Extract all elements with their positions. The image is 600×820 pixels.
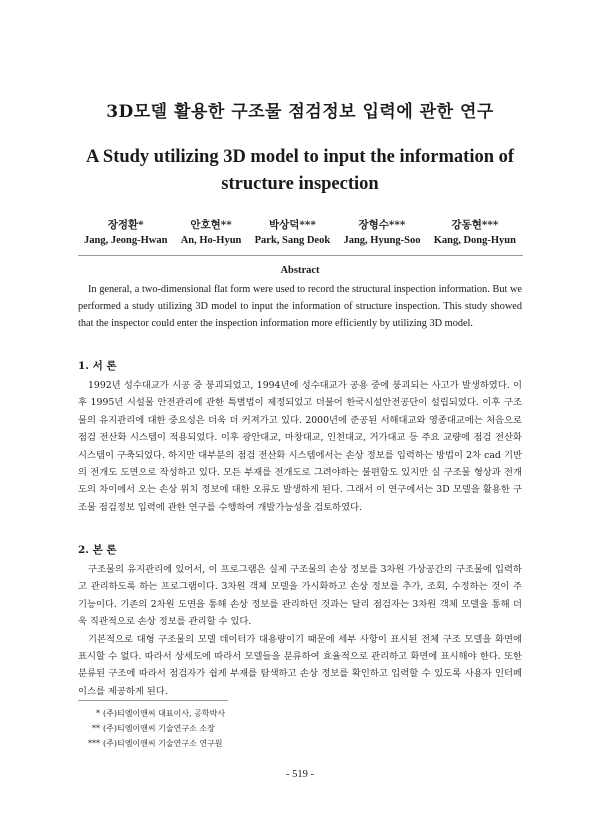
footnote xyxy=(78,721,378,736)
footnote-text: (주)티엠이앤씨 기술연구소 연구원 xyxy=(103,739,223,748)
paragraph: 기본적으로 대형 구조물의 모델 데이터가 대용량이기 때문에 세부 사항이 표시된 전체 구조 모델을 화면에 표시할 수 없다. 따라서 상세도에 따라서 모델들을 분류하여 효율적으로 관리하고 화면에 표시해야 한다. 또한 분류된 구조에 따라서 점검자가 쉽게 부재를 탐색하고 손상 정보를 확인하고 입력할 수 있도록 사용자 인터페이스를 제공하게 된다. xyxy=(78,633,522,697)
section-heading-main: 2. 본 론 xyxy=(78,544,117,556)
author-2 xyxy=(181,217,242,246)
author-3 xyxy=(255,217,331,246)
author-name-en: Jang, Jeong-Hwan xyxy=(84,235,168,246)
author-name-en: Kang, Dong-Hyun xyxy=(433,235,516,246)
footnote xyxy=(78,706,378,721)
footnote-divider xyxy=(78,700,228,701)
footnote-mark: *** xyxy=(88,739,100,748)
footnote xyxy=(78,736,378,751)
author-name-ko: 강동현*** xyxy=(451,219,499,231)
header-divider xyxy=(78,255,523,256)
title-korean: 3D모델 활용한 구조물 점검정보 입력에 관한 연구 xyxy=(106,102,494,122)
paragraph: 1992년 성수대교가 시공 중 붕괴되었고, 1994년에 성수대교가 공용 중에 붕괴되는 사고가 발생하였다. 이후 1995년 시설물 안전관리에 관한 특별법이 제정되었고 더불어 한국시설안전공단이 설립되었다. 이후 구조물의 유지관리에 대한 중요성은 더욱 더 커져가고 있다. 2000년에 준공된 서해대교와 영종대교에는 처음으로 점검 전산화 시스템이 적용되었다. 이후 광안대교, 마창대교, 인천대교, 거가대교 등 주요 교량에 점검 전산화 시스템이 구축되었다. 하지만 대부분의 점검 전산화 시스템에서는 손상 정보를 입력하는 방법이 2차 cad 기반의 전개도 도면으로 작성하고 있다. 모든 부재를 전개도로 그려야하는 불편함도 있지만 실 구조물 형상과 전개도의 차이에서 오는 손상 위치 정보에 대한 오류도 발생하게 된다. 그래서 이 연구에서는 3D 모델을 활용한 구조물 점검정보 입력에 관한 연구를 수행하여 개발가능성을 검토하였다. xyxy=(78,380,522,513)
author-4 xyxy=(343,217,420,246)
title-english: A Study utilizing 3D model to input the information of structure inspection xyxy=(85,147,515,194)
author-name-ko: 안호현** xyxy=(190,219,232,231)
abstract-text: In general, a two-dimensional flat form were used to record the structural inspection information. But we performed a study utilizing 3D model to input the information of structure inspection. This study showed that the inspector could enter the inspection information more efficiently by utilizing 3D model. xyxy=(78,284,522,329)
author-1 xyxy=(84,217,167,246)
section-heading-introduction: 1. 서 론 xyxy=(78,360,117,372)
author-name-ko: 장형수*** xyxy=(358,219,406,231)
footnote-mark: * xyxy=(96,709,100,718)
author-name-en: Jang, Hyung-Soo xyxy=(343,235,421,246)
footnote-mark: ** xyxy=(92,724,100,733)
author-name-en: An, Ho-Hyun xyxy=(180,235,242,246)
abstract-heading: Abstract xyxy=(280,265,320,276)
author-name-ko: 장정환* xyxy=(107,219,144,231)
page-number: - 519 - xyxy=(286,769,314,780)
footnotes xyxy=(78,706,378,751)
footnote-text: (주)티엠이앤씨 대표이사, 공학박사 xyxy=(103,709,226,718)
paragraph: 구조물의 유지관리에 있어서, 이 프로그램은 실제 구조물의 손상 정보를 3차원 가상공간의 구조물에 입력하고 관리하도록 하는 프로그램이다. 3차원 객체 모델을 가시화하고 손상 정보를 추가, 조회, 수정하는 것이 주 기능이다. 기존의 2차원 도면을 통해 손상 정보를 관리하던 것과는 달리 점검자는 3차원 객체 모델을 통해 더욱 직관적으로 손상 정보를 관리할 수 있다. xyxy=(78,564,522,628)
author-name-ko: 박상덕*** xyxy=(268,219,316,231)
author-5 xyxy=(434,217,516,246)
section-body-introduction xyxy=(78,377,522,516)
footnote-text: (주)티엠이앤씨 기술연구소 소장 xyxy=(103,724,215,733)
author-name-en: Park, Sang Deok xyxy=(254,235,331,246)
author-list xyxy=(84,217,516,246)
section-body-main xyxy=(78,561,522,700)
